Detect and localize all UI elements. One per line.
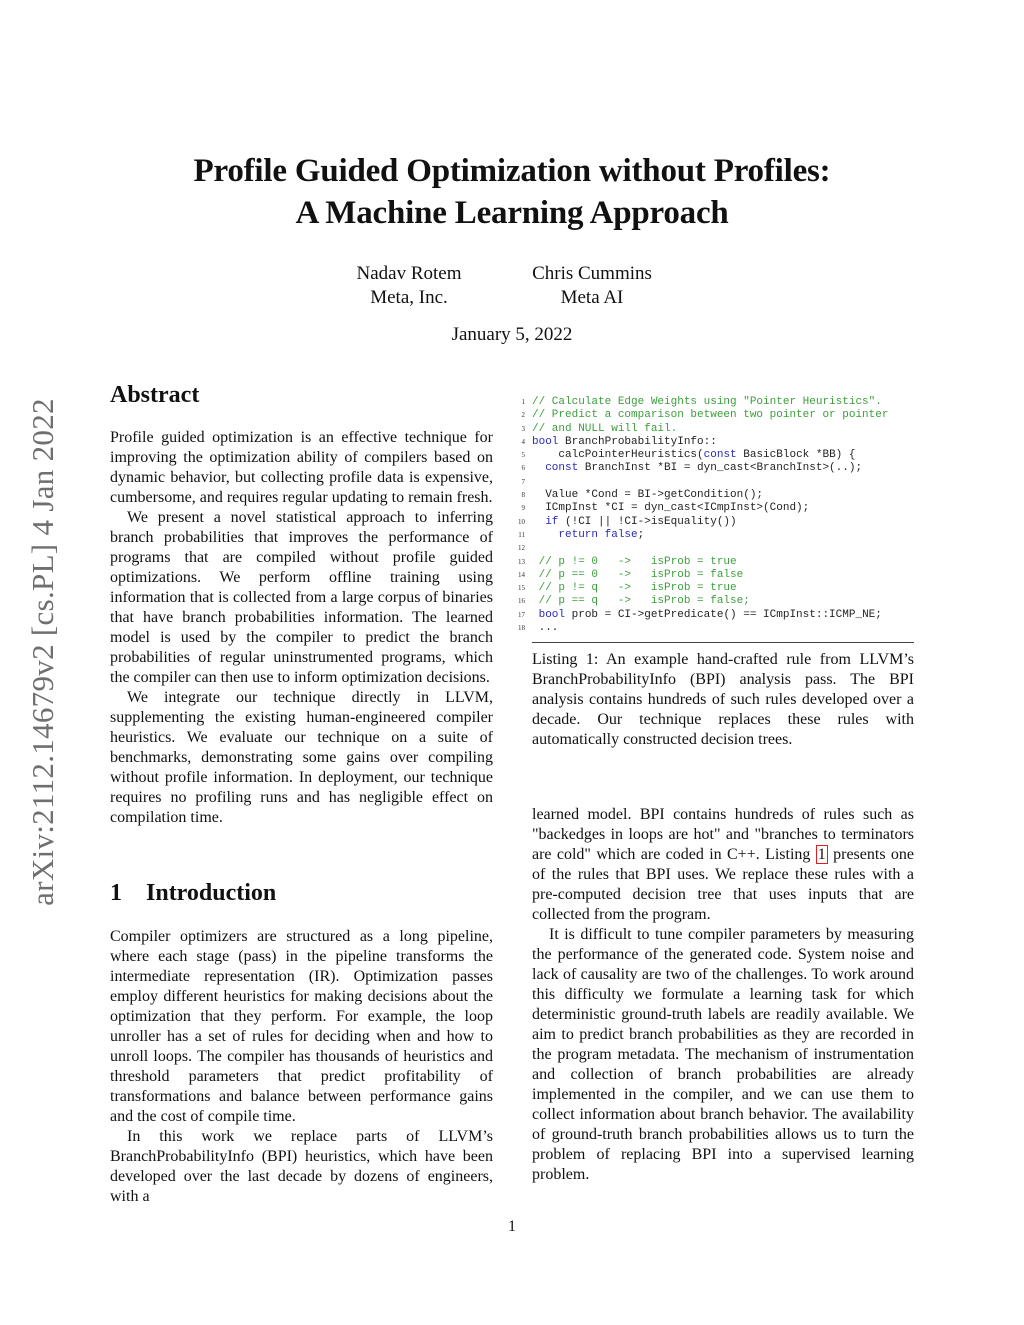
line-number: 14 [518,570,525,579]
code-text: ... [532,622,559,635]
line-number: 11 [518,530,525,539]
section-number: 1 [110,880,122,906]
section-title: Introduction [146,880,277,906]
code-line [510,502,915,515]
author-block-2 [492,262,692,310]
listing-reference-link[interactable]: 1 [817,846,826,863]
author-name: Nadav Rotem [356,263,462,284]
listing-caption [532,650,914,750]
author-affiliation: Meta, Inc. [370,287,448,308]
abstract-paragraph: We integrate our technique directly in LLVM, supplementing the existing human-engineered compiler heuristics. We evaluate our technique on a suite of benchmarks, demonstrating some gains over compiling without profile information. In deployment, our technique requires no profiling runs and has negligible effect on compilation time. [110,689,493,826]
title-line-1: Profile Guided Optimization without Profiles: [193,153,831,189]
code-text: ICmpInst *CI = dyn_cast<ICmpInst>(Cond); [532,502,810,515]
code-line [510,529,915,542]
code-keyword: const [703,449,737,462]
code-text: // p != 0 -> isProb = true [532,555,737,568]
abstract-heading: Abstract [110,382,200,408]
code-keyword: return [558,528,599,541]
code-line [510,582,915,595]
intro-paragraph: Compiler optimizers are structured as a long pipeline, where each stage (pass) in the pipeline transforms the intermediate representation (IR). Optimization passes employ different heuristics for making decisions about the optimization that they perform. For example, the loop unroller has a set of rules for deciding when and how to unroll loops. The compiler has thousands of heuristics and threshold parameters that predict profitability of transformations and balance between performance gains and the cost of compile time. [110,928,493,1125]
introduction-heading [110,880,276,907]
code-line [510,396,915,409]
line-number: 2 [521,411,525,420]
author-name: Chris Cummins [532,263,652,284]
line-number: 9 [521,504,525,513]
line-number: 13 [518,557,525,566]
abstract-body [110,428,493,828]
body-paragraph [532,805,914,925]
code-keyword: const [545,462,579,475]
code-text: Value *Cond = BI->getCondition(); [532,489,764,502]
code-text: // p != q -> isProb = true [532,582,737,595]
line-number: 16 [518,597,525,606]
code-keyword: if [545,515,559,528]
code-text: // p == q -> isProb = false; [532,595,750,608]
abstract-paragraph: We present a novel statistical approach to inferring branch probabilities that improves the performance of programs that are compiled without profile guided optimizations. We perform offline training using information that is collected from a large corpus of binaries that have branch probabilities information. The learned model is used by the compiler to predict the branch probabilities of regular uninstrumented programs, which the compiler can then use to inform optimization decisions. [110,509,493,686]
code-line [510,609,915,622]
body-paragraph: It is difficult to tune compiler parameters by measuring the performance of the generated code. System noise and lack of causality are two of the challenges. To work around this difficulty we formulate a learning task for which deterministic ground-truth labels are readily available. We aim to predict branch probabilities as they are recorded in the program metadata. The mechanism of instrumentation and collection of branch probabilities are already implemented in the compiler, and we can use them to collect information about branch behavior. The availability of ground-truth branch probabilities allows us to turn the problem of replacing BPI into a supervised learning problem. [532,926,914,1183]
line-number: 18 [518,624,525,633]
line-number: 1 [521,398,525,406]
code-keyword: bool [532,435,559,448]
line-number: 12 [518,544,525,553]
code-text: bool prob = CI->getPredicate() == ICmpInst::ICMP_NE; [538,608,882,621]
line-number: 8 [521,491,525,500]
code-line [510,476,915,489]
code-text: return false; [558,528,645,541]
code-line [510,449,915,462]
arxiv-stamp-text: arXiv:2112.14679v2 [cs.PL] 4 Jan 2022 [25,398,60,906]
code-text: calcPointerHeuristics(const BasicBlock *BB) { [532,449,856,462]
body-text: learned model. BPI contains hundreds of rules such as "backedges in loops are hot" and "branches to terminators are cold" which are coded in C++. Listing [532,806,914,863]
intro-paragraph: In this work we replace parts of LLVM’s BranchProbabilityInfo (BPI) heuristics, which have been developed over the last decade by dozens of engineers, with a [110,1128,493,1205]
body-text: presents one of the rules that BPI uses. We replace these rules with a pre-computed decision tree that uses inputs that are collected from the program. [532,846,914,923]
paper-title [100,150,924,234]
code-text: bool BranchProbabilityInfo:: [532,435,717,448]
code-text: // Calculate Edge Weights using "Pointer Heuristics". [532,396,882,408]
code-line [510,622,915,635]
code-text: const BranchInst *BI = dyn_cast<BranchInst>(..); [545,462,863,475]
line-number: 6 [521,464,525,473]
code-keyword: false [604,528,638,541]
author-affiliation: Meta AI [560,287,624,308]
line-number: 17 [518,610,525,619]
code-text: if (!CI || !CI->isEquality()) [545,515,737,528]
code-text: // p == 0 -> isProb = false [532,568,744,581]
code-text: // and NULL will fail. [532,422,678,435]
right-column-body [532,805,914,1185]
code-line [510,489,915,502]
code-line [510,556,915,569]
code-line [510,436,915,449]
listing-divider [532,642,914,643]
code-line [510,423,915,436]
listing-caption-text: Listing 1: An example hand-crafted rule from LLVM’s BranchProbabilityInfo (BPI) analysis pass. The BPI analysis contains hundreds of such rules developed over a decade. Our technique replaces these rules with automatically constructed decision trees. [532,651,914,748]
code-listing [510,396,915,635]
line-number: 3 [521,424,525,433]
code-line [510,595,915,608]
line-number: 4 [521,437,525,446]
author-block-1 [309,262,509,310]
code-line [510,409,915,422]
code-line [510,569,915,582]
code-text: // Predict a comparison between two pointer or pointer [532,409,889,422]
abstract-paragraph: Profile guided optimization is an effective technique for improving the optimization ability of compilers based on dynamic behavior, but collecting profile data is expensive, cumbersome, and requires regular updating to remain fresh. [110,429,493,506]
code-line [510,516,915,529]
introduction-body [110,927,493,1207]
line-number: 7 [521,477,525,486]
line-number: 15 [518,584,525,593]
code-line [510,462,915,475]
code-line [510,542,915,555]
line-number: 5 [521,451,525,460]
line-number: 10 [518,517,525,526]
code-keyword: bool [538,608,566,621]
page-number: 1 [508,1218,516,1235]
title-line-2: A Machine Learning Approach [295,195,729,231]
paper-date: January 5, 2022 [451,324,573,345]
